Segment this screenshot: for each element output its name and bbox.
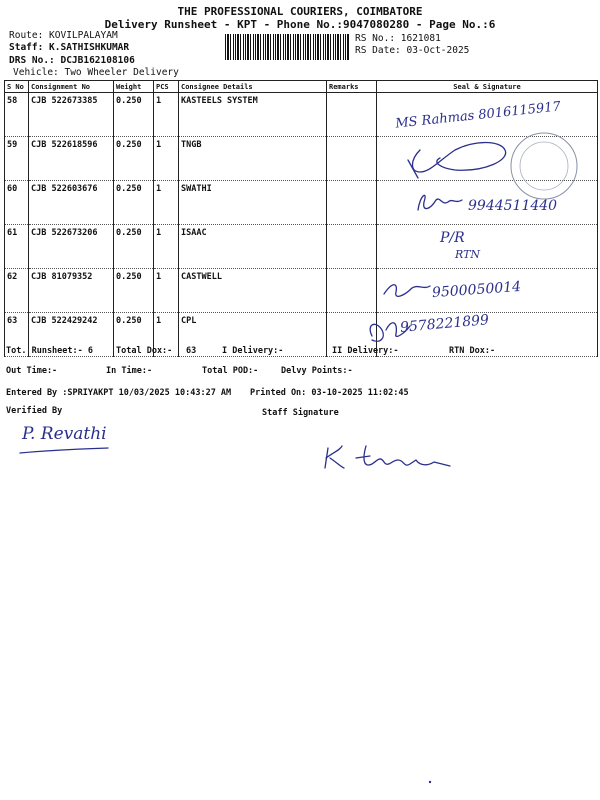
cell-pcs: 1: [154, 269, 179, 313]
handwritten-row61-bottom: RTN: [455, 248, 481, 261]
seal-stamp-inner: [520, 142, 568, 190]
rs-number: RS No.: 1621081: [355, 33, 441, 44]
signature-row59: [413, 143, 506, 173]
cell-sno: 62: [5, 269, 29, 313]
company-title: THE PROFESSIONAL COURIERS, COIMBATORE: [177, 5, 423, 18]
col-remarks: Remarks: [327, 81, 377, 93]
printed-on: Printed On: 03-10-2025 11:02:45: [250, 388, 409, 398]
cell-pcs: 1: [154, 93, 179, 137]
rs-date: RS Date: 03-Oct-2025: [355, 45, 470, 56]
i-delivery: I Delivery:-: [222, 346, 284, 356]
cell-pcs: 1: [154, 137, 179, 181]
cell-sno: 59: [5, 137, 29, 181]
cell-consignee: KASTEELS SYSTEM: [179, 93, 327, 137]
vehicle-label: Vehicle: Two Wheeler Delivery: [13, 67, 179, 78]
total-pod: Total POD:-: [202, 366, 259, 376]
delvy-points: Delvy Points:-: [281, 366, 353, 376]
cell-consignee: TNGB: [179, 137, 327, 181]
handwritten-row58: MS Rahmas 8016115917: [394, 99, 562, 132]
cell-consignee: SWATHI: [179, 181, 327, 225]
col-pcs: PCS: [154, 81, 179, 93]
handwritten-row62: 9500050014: [431, 278, 522, 302]
cell-consignment: CJB 522618596: [29, 137, 114, 181]
cell-consignment: CJB 522673206: [29, 225, 114, 269]
cell-pcs: 1: [154, 313, 179, 357]
rtn-dox: RTN Dox:-: [449, 346, 496, 356]
col-seal-signature: Seal & Signature: [377, 81, 598, 93]
col-consignee: Consignee Details: [179, 81, 327, 93]
verified-by-label: Verified By: [6, 406, 63, 416]
ii-delivery: II Delivery:-: [332, 346, 399, 356]
cell-sno: 63: [5, 313, 29, 357]
cell-weight: 0.250: [114, 181, 154, 225]
runsheet-title: Delivery Runsheet - KPT - Phone No.:9047080280 - Page No.:6: [104, 18, 496, 31]
signature-row63: [370, 323, 410, 342]
total-dox-value: 63: [186, 346, 197, 356]
signature-row60: [418, 195, 462, 210]
cell-sno: 60: [5, 181, 29, 225]
seal-stamp-icon: [511, 133, 577, 199]
in-time: In Time:-: [106, 366, 153, 376]
total-runsheet: Tot. Runsheet:- 6: [6, 346, 93, 356]
handwritten-row63: 9578221899: [399, 312, 490, 336]
drs-number: DRS No.: DCJB162108106: [9, 55, 135, 66]
signature-row62: [384, 285, 430, 297]
verified-signature: P. Revathi: [22, 424, 107, 444]
staff-signature: [325, 446, 450, 468]
cell-weight: 0.250: [114, 225, 154, 269]
cell-sno: 58: [5, 93, 29, 137]
entered-by: Entered By :SPRIYAKPT 10/03/2025 10:43:27 AM: [6, 388, 232, 398]
route-label: Route: KOVILPALAYAM: [9, 30, 118, 41]
cell-consignment: CJB 522673385: [29, 93, 114, 137]
cell-consignment: CJB 81079352: [29, 269, 114, 313]
col-sno: S No: [5, 81, 29, 93]
cell-weight: 0.250: [114, 313, 154, 357]
cell-sno: 61: [5, 225, 29, 269]
cell-pcs: 1: [154, 225, 179, 269]
col-weight: Weight: [114, 81, 154, 93]
cell-pcs: 1: [154, 181, 179, 225]
cell-consignee: CASTWELL: [179, 269, 327, 313]
out-time: Out Time:-: [6, 366, 58, 376]
staff-signature-label: Staff Signature: [262, 408, 339, 418]
cell-weight: 0.250: [114, 93, 154, 137]
cell-consignment: CJB 522429242: [29, 313, 114, 357]
handwritten-row60: 9944511440: [468, 198, 558, 214]
total-dox-label: Total Dox:-: [116, 346, 173, 356]
col-consignment: Consignment No: [29, 81, 114, 93]
cell-weight: 0.250: [114, 269, 154, 313]
cell-consignee: ISAAC: [179, 225, 327, 269]
staff-label: Staff: K.SATHISHKUMAR: [9, 42, 130, 53]
handwritten-row61-top: P/R: [440, 230, 465, 246]
cell-consignment: CJB 522603676: [29, 181, 114, 225]
cell-weight: 0.250: [114, 137, 154, 181]
cell-consignee: CPL: [179, 313, 327, 357]
verified-signature-underline: [20, 448, 108, 453]
